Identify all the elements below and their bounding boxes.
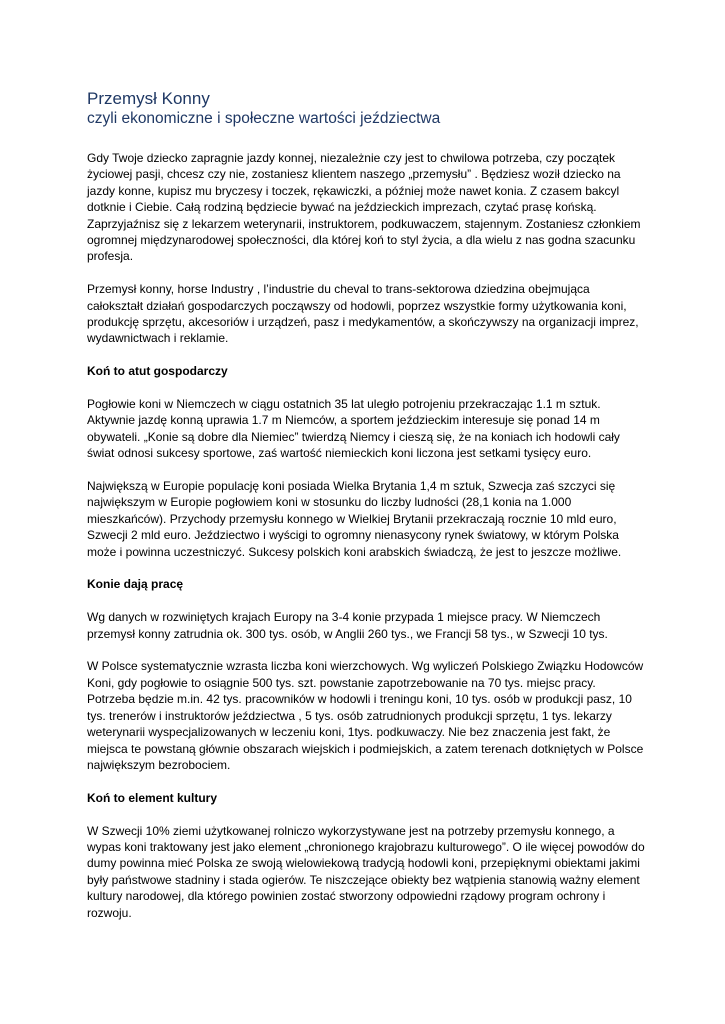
section-heading: Koń to atut gospodarczy [87, 364, 228, 379]
section-heading: Konie dają pracę [87, 577, 184, 592]
section-paragraph: W Polsce systematycznie wzrasta liczba koni wierzchowych. Wg wyliczeń Polskiego Związku Hodowców Koni, gdy pogłowie to osiągnie 500 tys. szt. powstanie zapotrzebowanie na 70 tys. miejsc pracy. Potrzeba będzie m.in. 42 tys. pracowników w hodowli i treningu koni, 10 tys. osób w produkcji pasz, 10 tys. trenerów i instruktorów jeździectwa , 5 tys. osób zatrudnionych produkcji sprzętu, 1 tys. lekarzy weterynarii wyspecjalizowanych w leczeniu koni, 1tys. podkuwaczy. Nie bez znaczenia jest fakt, że miejsca te powstaną głównie obszarach wiejskich i podmiejskich, a zatem terenach dotkniętych w Polsce największym bezrobociem. [87, 659, 644, 772]
section-paragraph: Wg danych w rozwiniętych krajach Europy na 3-4 konie przypada 1 miejsce pracy. W Niemczech przemysł konny zatrudnia ok. 300 tys. osób, w Anglii 260 tys., we Francji 58 tys., w Szwecji 10 tys. [87, 610, 608, 641]
document-subtitle: czyli ekonomiczne i społeczne wartości jeździectwa [87, 110, 441, 127]
section-paragraph: Pogłowie koni w Niemczech w ciągu ostatnich 35 lat uległo potrojeniu przekraczając 1.1 m sztuk. Aktywnie jazdę konną uprawia 1.7 m Niemców, a sportem jeździeckim interesuje się ponad 14 m obywateli. „Konie są dobre dla Niemiec” twierdzą Niemcy i cieszą się, że na koniach ich hodowli cały świat odnosi sukcesy sportowe, zaś wartość niemieckich koni liczona jest setkami tysięcy euro. [87, 397, 620, 461]
section-paragraph: W Szwecji 10% ziemi użytkowanej rolniczo wykorzystywane jest na potrzeby przemysłu konnego, a wypas koni traktowany jest jako element „chronionego krajobrazu kulturowego”. O ile więcej powodów do dumy powinna mieć Polska ze swoją wielowiekową tradycją hodowli koni, przepięknymi obiektami jakimi były państwowe stadniny i stada ogierów. Te niszczejące obiekty bez wątpienia stanowią ważny element kultury narodowej, dla którego powinien zostać stworzony odpowiedni rządowy program ochrony i rozwoju. [87, 823, 645, 920]
section-heading: Koń to element kultury [87, 790, 218, 805]
document-page [87, 88, 647, 937]
intro-paragraph: Gdy Twoje dziecko zapragnie jazdy konnej, niezależnie czy jest to chwilowa potrzeba, czy początek życiowej pasji, chcesz czy nie, zostaniesz klientem naszego „przemysłu” . Będziesz woził dziecko na jazdy konne, kupisz mu bryczesy i toczek, rękawiczki, a później może nawet konia. Z czasem bakcyl dotknie i Ciebie. Całą rodziną będziecie bywać na jeździeckich imprezach, czytać prasę końską. Zaprzyjaźnisz się z lekarzem weterynarii, instruktorem, podkuwaczem, stajennym. Zostaniesz członkiem ogromnej międzynarodowej społeczności, dla której koń to styl życia, a dla wielu z nas godna szacunku profesja. [87, 151, 641, 264]
document-title: Przemysł Konny [87, 89, 210, 108]
section-paragraph: Największą w Europie populację koni posiada Wielka Brytania 1,4 m sztuk, Szwecja zaś szczyci się największym w Europie pogłowiem koni w stosunku do liczby ludności (28,1 konia na 1.000 mieszkańców). Przychody przemysłu konnego w Wielkiej Brytanii przekraczają rocznie 10 mld euro, Szwecji 2 mld euro. Jeździectwo i wyścigi to ogromny nienasycony rynek światowy, w którym Polska może i powinna uczestniczyć. Sukcesy polskich koni arabskich świadczą, że jest to jeszcze możliwe. [87, 479, 622, 559]
intro-paragraph: Przemysł konny, horse Industry , l’industrie du cheval to trans-sektorowa dziedzina obejmująca całokształt działań gospodarczych począwszy od hodowli, poprzez wszystkie formy użytkowania koni, produkcję sprzętu, akcesoriów i urządzeń, pasz i medykamentów, a skończywszy na organizacji imprez, wydawnictwach i reklamie. [87, 282, 639, 346]
